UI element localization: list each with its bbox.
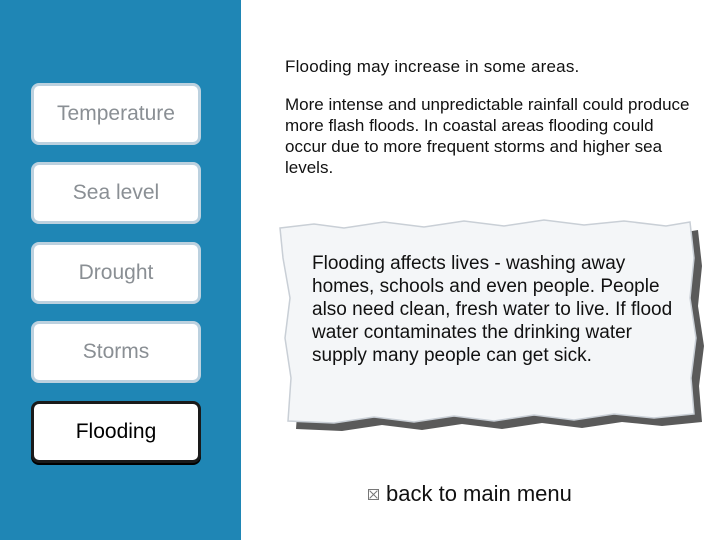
nav-button-temperature[interactable]: Temperature (31, 83, 201, 145)
back-link-label: back to main menu (386, 481, 572, 506)
intro-text: Flooding may increase in some areas. (285, 57, 580, 76)
back-to-main-menu-link[interactable] (368, 481, 572, 507)
note-text: Flooding affects lives - washing away homes, schools and even people. People also need clean, fresh water to live. If flood water contaminates the drinking water supply many people can get sick. (312, 253, 673, 366)
nav-button-drought[interactable]: Drought (31, 242, 201, 304)
detail-paragraph: More intense and unpredictable rainfall could produce more flash floods. In coastal areas flooding could occur due to more frequent storms and higher sea levels. (285, 95, 690, 177)
nav-button-flooding[interactable]: Flooding (31, 401, 201, 463)
back-arrow-icon (368, 489, 379, 500)
nav-button-sea-level[interactable]: Sea level (31, 162, 201, 224)
nav-button-storms[interactable]: Storms (31, 321, 201, 383)
torn-paper-note (274, 218, 708, 433)
sidebar-nav (0, 0, 241, 540)
